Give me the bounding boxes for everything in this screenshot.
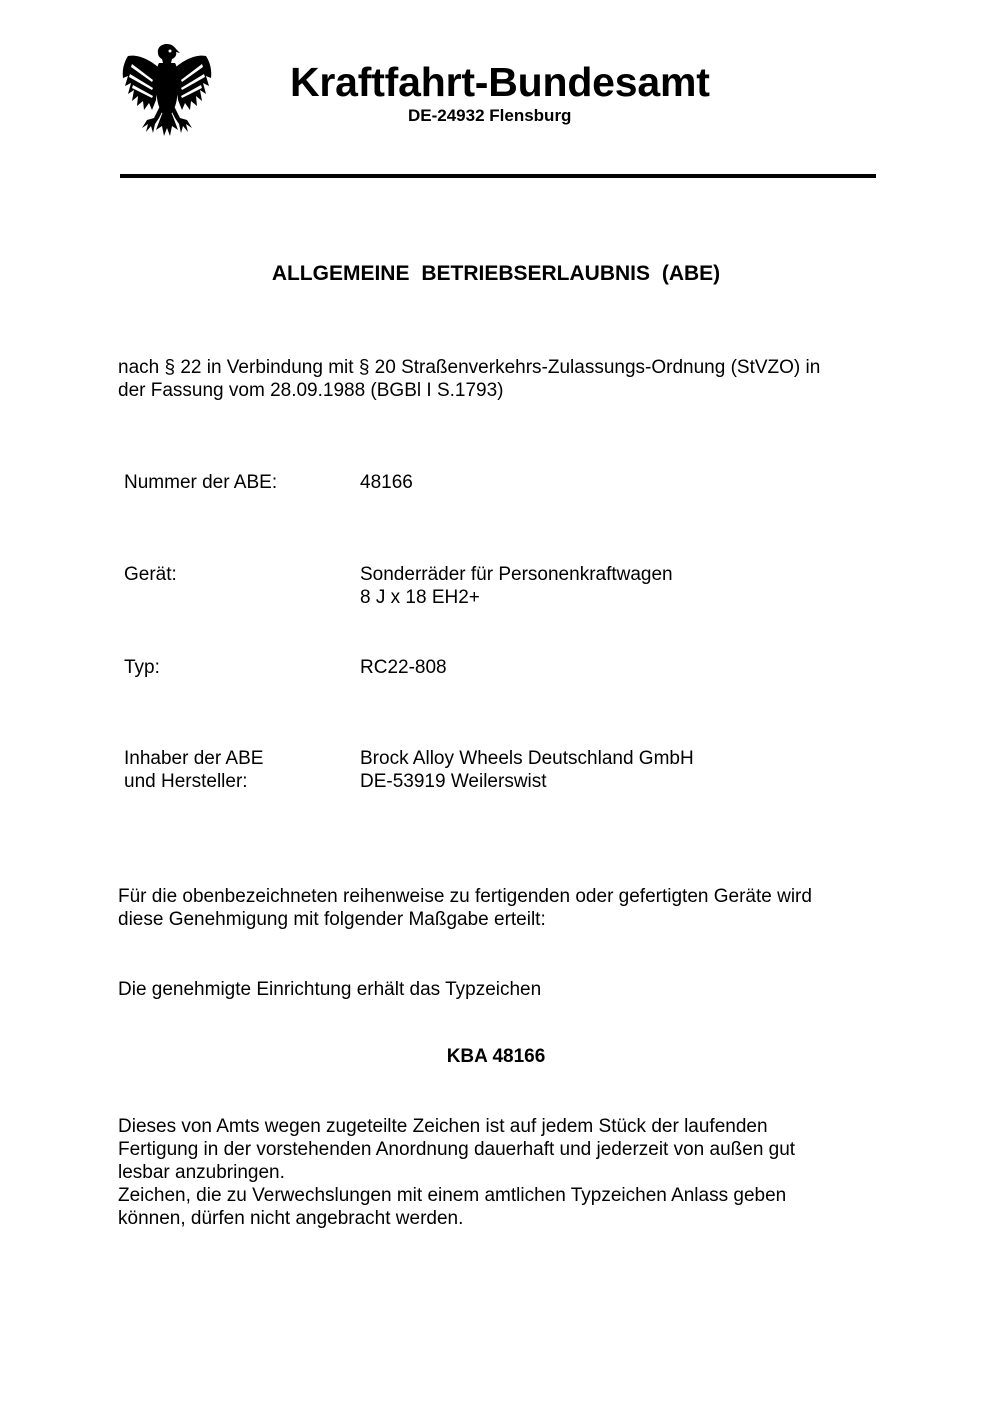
holder-value: Brock Alloy Wheels Deutschland GmbH DE-53919 Weilerswist (360, 748, 694, 792)
agency-name: Kraftfahrt-Bundesamt (290, 59, 710, 105)
header-divider (120, 174, 876, 178)
approval-paragraph: Für die obenbezeichneten reihenweise zu fertigenden oder gefertigten Geräte wird diese Genehmigung mit folgender Maßgabe erteilt: (118, 886, 812, 930)
type-value: RC22-808 (360, 657, 447, 678)
type-mark-intro: Die genehmigte Einrichtung erhält das Typzeichen (118, 979, 542, 1000)
type-mark: KBA 48166 (446, 1046, 546, 1067)
device-label: Gerät: (124, 564, 177, 585)
marking-rules-paragraph: Dieses von Amts wegen zugeteilte Zeichen ist auf jedem Stück der laufenden Fertigung in der vorstehenden Anordnung dauerhaft und jederzeit von außen gut lesbar anzubringen. Zeichen, die zu Verwechslungen mit einem amtlichen Typzeichen Anlass geben können, dürfen nicht angebracht werden. (118, 1116, 796, 1229)
abe-number-value: 48166 (360, 472, 413, 493)
holder-label: Inhaber der ABE und Hersteller: (124, 748, 264, 792)
federal-eagle-icon (120, 40, 214, 140)
type-label: Typ: (124, 657, 160, 678)
document-title: ALLGEMEINE BETRIEBSERLAUBNIS (ABE) (271, 262, 721, 285)
abe-number-label: Nummer der ABE: (124, 472, 278, 493)
legal-basis-text: nach § 22 in Verbindung mit § 20 Straßenverkehrs-Zulassungs-Ordnung (StVZO) in der Fassung vom 28.09.1988 (BGBl I S.1793) (118, 357, 821, 401)
agency-address: DE-24932 Flensburg (408, 106, 572, 125)
device-value: Sonderräder für Personenkraftwagen 8 J x 18 EH2+ (360, 564, 673, 608)
